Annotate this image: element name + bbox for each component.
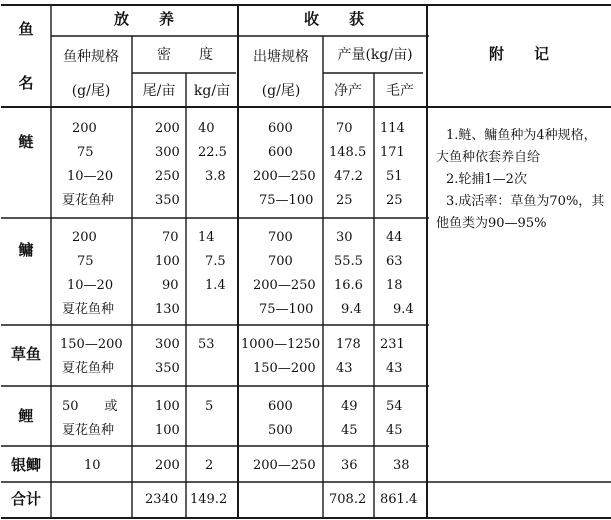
cell-tail: 250 (155, 169, 180, 184)
group-name-bighead-carp: 鳙 (18, 241, 34, 259)
cell-spec: 10—20 (67, 278, 114, 293)
header-density: 密 度 (157, 47, 213, 63)
header-fish-name-top: 鱼 (18, 20, 34, 38)
cell-spec: 150—200 (60, 337, 123, 352)
cell-gross: 25 (386, 193, 403, 208)
cell-gross: 63 (386, 254, 403, 269)
cell-spec: 夏花鱼种 (62, 423, 115, 438)
cell-net: 25 (336, 193, 353, 208)
group-name-silver-crucian: 银鲫 (10, 456, 42, 474)
header-harvest-spec: 出塘规格 (253, 49, 309, 65)
cell-net: 36 (341, 458, 358, 473)
header-harvest: 收 获 (303, 10, 365, 28)
cell-tail: 100 (155, 254, 180, 269)
note-item: 1.鲢、鳙鱼种为4种规格，大鱼种依套养自给 (436, 128, 597, 165)
header-harvest-spec-unit: (g/尾) (261, 83, 301, 99)
cell-gross: 18 (386, 278, 403, 293)
note-item: 2.轮捕1—2次 (446, 172, 527, 187)
cell-net: 47.2 (334, 169, 363, 184)
header-fingerling-unit: (g/尾) (71, 83, 111, 99)
cell-spec: 200 (72, 230, 97, 245)
group-name-grass-carp: 草鱼 (10, 345, 42, 363)
header-density-unit-kg: kg/亩 (193, 83, 231, 99)
cell-kg: 1.4 (205, 278, 226, 293)
note-item: 3.成活率：草鱼为70%，其他鱼类为90—95% (436, 194, 605, 231)
cell-out: 75—100 (259, 302, 314, 317)
cell-tail: 350 (155, 193, 180, 208)
cell-net: 9.4 (341, 302, 362, 317)
cell-kg: 53 (198, 337, 215, 352)
cell-out: 75—100 (259, 193, 314, 208)
header-remarks: 附 记 (488, 45, 550, 63)
cell-gross: 171 (380, 145, 405, 160)
cell-net: 16.6 (334, 278, 363, 293)
cell-tail: 90 (162, 278, 179, 293)
cell-spec: 75 (77, 254, 94, 269)
cell-kg: 14 (198, 230, 215, 245)
cell-out: 500 (268, 423, 293, 438)
header-stocking: 放 养 (113, 10, 175, 28)
group-name-common-carp: 鲤 (18, 407, 34, 425)
cell-net: 55.5 (334, 254, 363, 269)
cell-gross: 51 (386, 169, 403, 184)
header-yield: 产量(kg/亩) (337, 47, 413, 63)
cell-out: 600 (268, 121, 293, 136)
header-gross-yield: 毛产 (386, 83, 414, 99)
total-gross: 861.4 (380, 492, 418, 507)
cell-gross: 45 (386, 423, 403, 438)
cell-tail: 300 (155, 145, 180, 160)
cell-out: 700 (268, 230, 293, 245)
cell-out: 200—250 (253, 169, 316, 184)
cell-net: 178 (336, 337, 361, 352)
cell-net: 43 (336, 361, 353, 376)
cell-tail: 130 (155, 302, 180, 317)
cell-net: 49 (341, 399, 358, 414)
cell-gross: 114 (380, 121, 405, 136)
cell-kg: 40 (198, 121, 215, 136)
cell-out: 1000—1250 (241, 337, 321, 352)
cell-gross: 44 (386, 230, 403, 245)
cell-net: 45 (341, 423, 358, 438)
cell-spec: 夏花鱼种 (62, 302, 115, 317)
cell-spec: 200 (72, 121, 97, 136)
cell-out: 600 (268, 145, 293, 160)
cell-tail: 100 (155, 423, 180, 438)
cell-kg: 3.8 (205, 169, 226, 184)
cell-out: 200—250 (253, 458, 316, 473)
header-density-unit-tail: 尾/亩 (142, 83, 176, 99)
cell-net: 70 (336, 121, 353, 136)
cell-tail: 70 (162, 230, 179, 245)
cell-gross: 54 (386, 399, 403, 414)
cell-spec: 夏花鱼种 (62, 193, 115, 208)
cell-net: 30 (336, 230, 353, 245)
cell-gross: 38 (393, 458, 410, 473)
cell-spec: 10—20 (67, 169, 114, 184)
total-label: 合计 (10, 490, 42, 508)
cell-kg: 2 (205, 458, 214, 473)
cell-kg: 22.5 (198, 145, 227, 160)
cell-out: 700 (268, 254, 293, 269)
total-net: 708.2 (329, 492, 367, 507)
cell-gross: 231 (380, 337, 405, 352)
cell-tail: 100 (155, 399, 180, 414)
cell-gross: 43 (386, 361, 403, 376)
cell-tail: 200 (155, 458, 180, 473)
cell-tail: 350 (155, 361, 180, 376)
cell-tail: 300 (155, 337, 180, 352)
cell-out: 200—250 (253, 278, 316, 293)
cell-gross: 9.4 (393, 302, 414, 317)
total-kg: 149.2 (190, 492, 228, 507)
cell-tail: 200 (155, 121, 180, 136)
header-fingerling-spec: 鱼种规格 (63, 49, 119, 65)
cell-out: 150—200 (253, 361, 316, 376)
header-fish-name-bottom: 名 (18, 74, 34, 92)
cell-kg: 7.5 (205, 254, 226, 269)
cell-out: 600 (268, 399, 293, 414)
cell-spec: 75 (77, 145, 94, 160)
cell-spec: 10 (84, 458, 101, 473)
total-tail: 2340 (145, 492, 179, 507)
remarks-notes (436, 125, 606, 235)
cell-spec: 夏花鱼种 (62, 361, 115, 376)
cell-kg: 5 (205, 399, 214, 414)
cell-spec: 50 或 (62, 399, 118, 414)
cell-net: 148.5 (329, 145, 367, 160)
group-name-silver-carp: 鲢 (18, 133, 34, 151)
header-net-yield: 净产 (334, 83, 362, 99)
